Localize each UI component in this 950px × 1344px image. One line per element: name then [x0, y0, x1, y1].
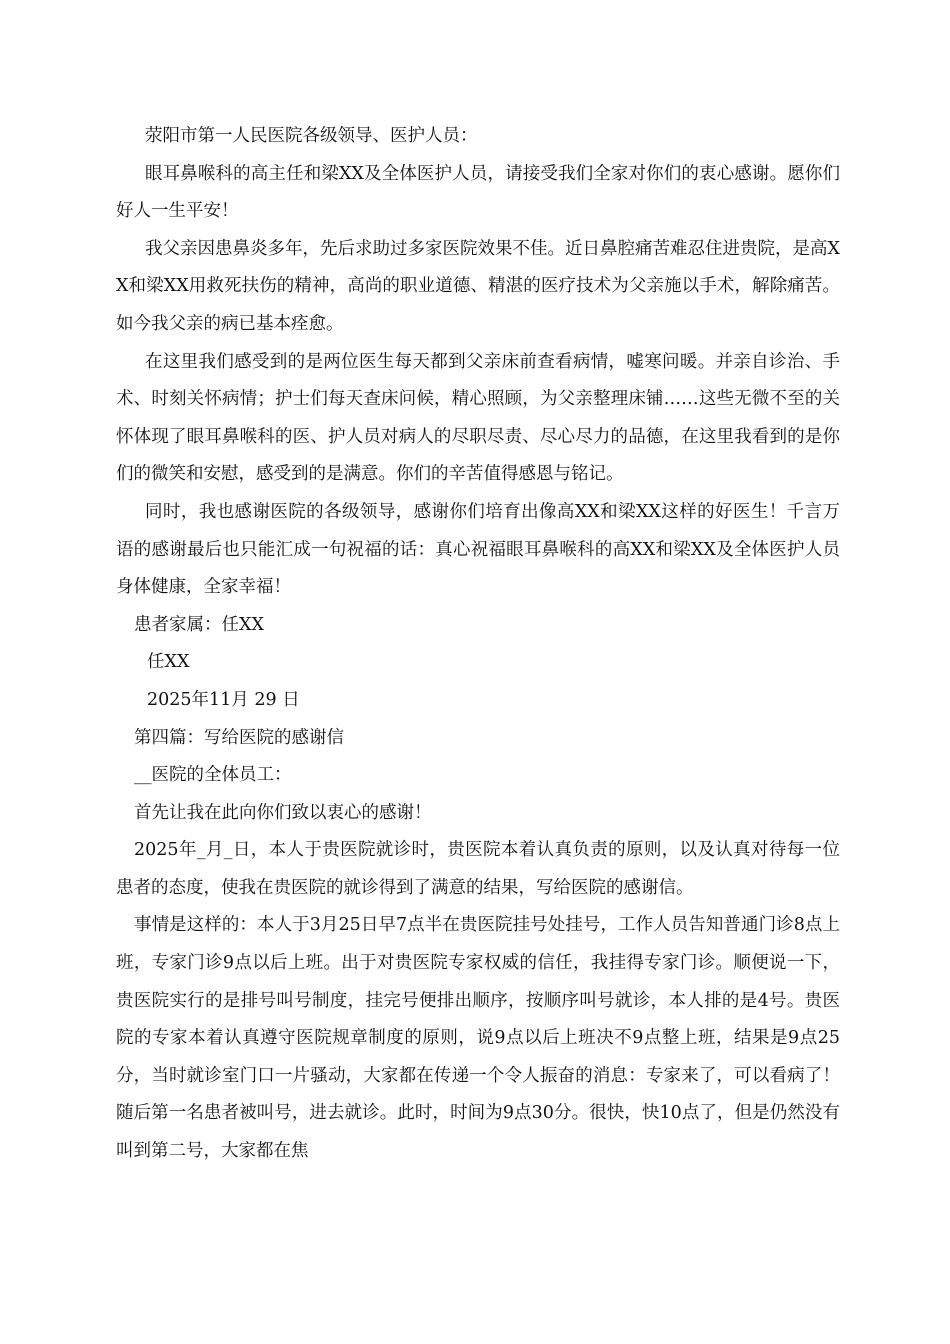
- letter-date: 2025年11月 29 日: [147, 689, 300, 710]
- letter-paragraph-4: 同时，我也感谢医院的各级领导，感谢你们培育出像高XX和梁XX这样的好医生！千言万语的感谢最后也只能汇成一句祝福的话：真心祝福眼耳鼻喉科的高XX和梁XX及全体医护人员身体健康，全家幸福！: [116, 501, 840, 598]
- section-paragraph-1: 2025年_月_日，本人于贵医院就诊时，贵医院本着认真负责的原则，以及认真对待每一位患者的态度，使我在贵医院的就诊得到了满意的结果，写给医院的感谢信。: [116, 840, 840, 898]
- letter-paragraph-3: 在这里我们感受到的是两位医生每天都到父亲床前查看病情，嘘寒问暖。并亲自诊治、手术、时刻关怀病情；护士们每天查床问候，精心照顾，为父亲整理床铺……这些无微不至的关怀体现了眼耳鼻喉科的医、护人员对病人的尽职尽责、尽心尽力的品德，在这里我看到的是你们的微笑和安慰，感受到的是满意。你们的辛苦值得感恩与铭记。: [116, 351, 840, 485]
- letter-paragraph-2: 我父亲因患鼻炎多年，先后求助过多家医院效果不佳。近日鼻腔痛苦难忍住进贵院，是高XX和梁XX用救死扶伤的精神，高尚的职业道德、精湛的医疗技术为父亲施以手术，解除痛苦。如今我父亲的病已基本痊愈。: [116, 238, 840, 334]
- section-paragraph-2: 事情是这样的：本人于3月25日早7点半在贵医院挂号处挂号，工作人员告知普通门诊8点上班，专家门诊9点以后上班。出于对贵医院专家权威的信任，我挂得专家门诊。顺便说一下，贵医院实行的是排号叫号制度，挂完号便排出顺序，按顺序叫号就诊，本人排的是4号。贵医院的专家本着认真遵守医院规章制度的原则，说9点以后上班决不9点整上班，结果是9点25分，当时就诊室门口一片骚动，大家都在传递一个令人振奋的消息：专家来了，可以看病了！随后第一名患者被叫号，进去就诊。此时，时间为9点30分。很快，快10点了，但是仍然没有叫到第二号，大家都在焦: [116, 915, 840, 1162]
- letter-signature-line: 患者家属：任XX: [134, 614, 264, 635]
- letter-salutation: 荥阳市第一人民医院各级领导、医护人员：: [145, 126, 478, 146]
- section-title: 第四篇：写给医院的感谢信: [134, 727, 344, 748]
- letter-paragraph-1: 眼耳鼻喉科的高主任和梁XX及全体医护人员，请接受我们全家对你们的衷心感谢。愿你们好人一生平安！: [116, 163, 840, 222]
- letter-signature-name: 任XX: [147, 652, 190, 673]
- section-salutation: __医院的全体员工：: [134, 765, 292, 786]
- section-opening: 首先让我在此向你们致以衷心的感谢！: [134, 802, 432, 823]
